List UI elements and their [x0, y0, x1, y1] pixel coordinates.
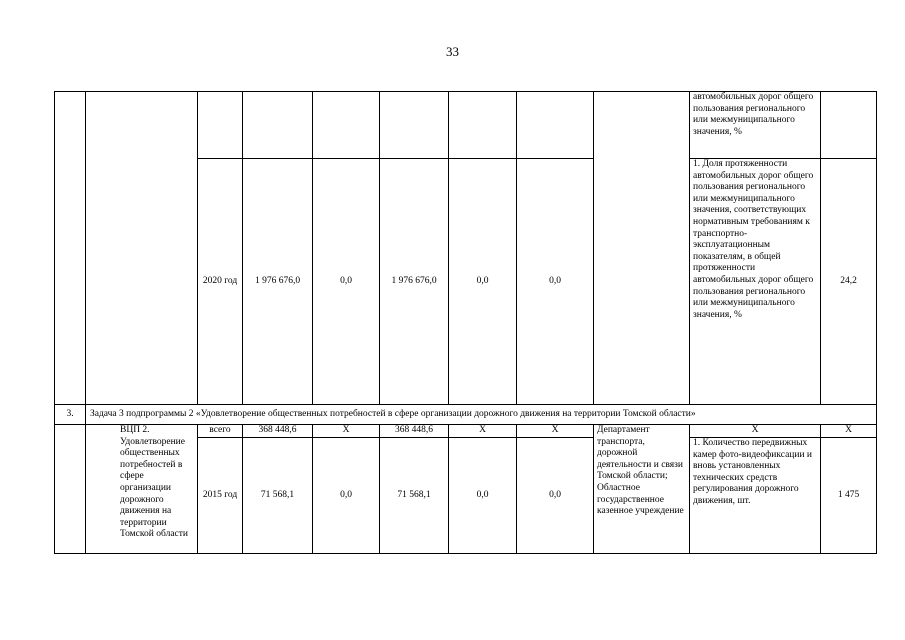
vcp-indicator: X	[690, 425, 821, 438]
vcp-value: X	[821, 425, 877, 438]
reg-2015: 71 568,1	[380, 438, 449, 554]
loc-2015: 0,0	[449, 438, 517, 554]
extra-2020: 0,0	[517, 159, 594, 405]
vcp-total: 368 448,6	[243, 425, 313, 438]
extra-2015: 0,0	[517, 438, 594, 554]
value-2015: 1 475	[821, 438, 877, 554]
indicator-text: автомобильных дорог общего пользования регионального или межмуниципального значения, %	[690, 92, 821, 159]
loc-2020: 0,0	[449, 159, 517, 405]
total-2020: 1 976 676,0	[243, 159, 313, 405]
cell-fed	[313, 92, 380, 159]
fed-2020: 0,0	[313, 159, 380, 405]
cell-loc	[449, 92, 517, 159]
task-title: Задача 3 подпрограммы 2 «Удовлетворение общественных потребностей в сфере организации дорожного движения на территории Томской области»	[86, 405, 877, 425]
cell-executor	[594, 92, 690, 405]
table-row	[55, 425, 877, 438]
year-2015: 2015 год	[198, 438, 243, 554]
table-row	[55, 92, 877, 159]
cell-year	[198, 92, 243, 159]
fed-2015: 0,0	[313, 438, 380, 554]
executor: Департамент транспорта, дорожной деятельности и связи Томской области; Областное государственное казенное учреждение	[594, 425, 690, 554]
vcp-extra: X	[517, 425, 594, 438]
task-number: 3.	[55, 405, 86, 425]
vcp-fed: X	[313, 425, 380, 438]
indicator-2020: 1. Доля протяженности автомобильных дорог общего пользования регионального или межмуниципального значения, соответствующих нормативным требованиям к транспортно-эксплуатационным показателям, в общей протяженности автомобильных дорог общего пользования регионального или межмуниципального значения, %	[690, 159, 821, 405]
total-label: всего	[198, 425, 243, 438]
program-table	[54, 91, 877, 554]
year-2020: 2020 год	[198, 159, 243, 405]
cell-value	[821, 92, 877, 159]
cell-name	[86, 92, 198, 405]
indicator-2015: 1. Количество передвижных камер фото-видеофиксации и вновь установленных технических средств регулирования дорожного движения, шт.	[690, 438, 821, 554]
vcp-reg: 368 448,6	[380, 425, 449, 438]
value-2020: 24,2	[821, 159, 877, 405]
page-number: 33	[446, 44, 459, 59]
reg-2020: 1 976 676,0	[380, 159, 449, 405]
cell-num	[55, 92, 86, 405]
total-2015: 71 568,1	[243, 438, 313, 554]
cell-extra	[517, 92, 594, 159]
cell-total	[243, 92, 313, 159]
cell-num	[55, 425, 86, 554]
vcp-loc: X	[449, 425, 517, 438]
vcp-name: ВЦП 2. Удовлетворение общественных потребностей в сфере организации дорожного движения на территории Томской области	[86, 425, 198, 554]
task-row	[55, 405, 877, 425]
cell-reg	[380, 92, 449, 159]
